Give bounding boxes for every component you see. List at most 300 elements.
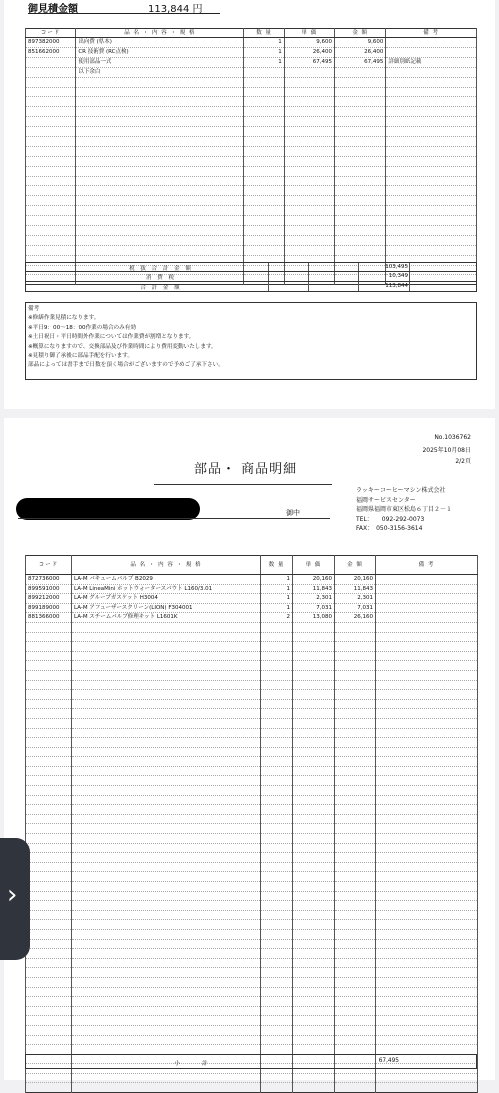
table-cell <box>386 196 477 206</box>
col-header-unit-price: 単 価 <box>284 29 334 38</box>
table-cell <box>26 853 72 863</box>
table-cell <box>293 622 335 632</box>
table-cell <box>293 786 335 796</box>
table-cell <box>26 235 76 245</box>
table-cell <box>26 728 72 738</box>
table-cell <box>376 834 478 844</box>
table-cell <box>293 872 335 882</box>
table-cell <box>293 968 335 978</box>
table-cell <box>72 1073 261 1083</box>
table-cell <box>335 939 376 949</box>
table-row <box>26 87 477 97</box>
table-row <box>26 1045 478 1055</box>
table-cell <box>335 216 386 226</box>
table-cell <box>26 107 76 117</box>
table-row <box>26 795 478 805</box>
table-cell <box>26 997 72 1007</box>
col-header-item: 品 名 ・ 内 容 ・ 規 格 <box>76 29 244 38</box>
company-address: 福岡県福岡市東区松島６丁目２－１ <box>356 506 453 514</box>
table-cell <box>335 920 376 930</box>
table-cell: 2,301 <box>293 594 335 604</box>
table-row <box>26 1006 478 1016</box>
table-cell <box>261 882 293 892</box>
table-cell: 1 <box>261 603 293 613</box>
table-cell <box>335 1025 376 1035</box>
table-cell <box>26 1025 72 1035</box>
table-cell: 20,160 <box>335 575 376 585</box>
table-row <box>26 584 478 594</box>
table-cell <box>244 87 284 97</box>
table-cell <box>293 987 335 997</box>
col-header-code: コード <box>26 29 76 38</box>
table-cell <box>26 977 72 987</box>
table-cell <box>376 632 478 642</box>
table-cell <box>26 824 72 834</box>
table-row <box>26 805 478 815</box>
table-cell <box>261 747 293 757</box>
quote-total-value: 113,844 円 <box>148 4 203 15</box>
table-cell <box>376 882 478 892</box>
table-cell <box>26 795 72 805</box>
table-cell <box>26 757 72 767</box>
table-row <box>26 987 478 997</box>
table-cell <box>293 997 335 1007</box>
table-row <box>26 127 477 137</box>
table-cell <box>293 977 335 987</box>
table-row <box>26 901 478 911</box>
table-cell <box>72 1035 261 1045</box>
remarks-title: 備考 <box>28 306 40 312</box>
table-cell <box>293 824 335 834</box>
table-cell: 26,160 <box>335 613 376 623</box>
table-cell <box>72 642 261 652</box>
table-cell <box>335 670 376 680</box>
table-cell <box>386 176 477 186</box>
quote-total-label: 御見積金額 <box>28 4 78 15</box>
table-row <box>26 680 478 690</box>
table-cell <box>244 117 284 127</box>
table-row <box>26 853 478 863</box>
table-cell <box>261 997 293 1007</box>
table-cell <box>261 939 293 949</box>
table-cell <box>72 814 261 824</box>
table-row <box>26 699 478 709</box>
table-cell: 872736000 <box>26 575 72 585</box>
table-cell: LA-M バキュームバルブ B2029 <box>72 575 261 585</box>
table-cell <box>293 776 335 786</box>
col-header-item: 品 名 ・ 内 容 ・ 規 格 <box>72 556 261 575</box>
quote-total-line <box>28 0 220 14</box>
table-cell: 11,843 <box>335 584 376 594</box>
table-cell <box>376 670 478 680</box>
table-cell <box>72 795 261 805</box>
table-cell <box>26 127 76 137</box>
table-cell <box>26 206 76 216</box>
table-cell <box>261 977 293 987</box>
table-cell <box>293 738 335 748</box>
table-cell <box>261 642 293 652</box>
table-cell <box>261 920 293 930</box>
table-cell <box>284 166 334 176</box>
table-cell <box>376 766 478 776</box>
remarks-box <box>25 302 477 380</box>
table-cell <box>293 709 335 719</box>
table-cell <box>26 146 76 156</box>
table-cell <box>26 718 72 728</box>
table-row <box>26 235 477 245</box>
table-cell <box>386 38 477 48</box>
table-cell <box>376 891 478 901</box>
table-cell: CR 技術費 (RC点検) <box>76 47 244 57</box>
table-cell <box>72 747 261 757</box>
table-cell <box>335 805 376 815</box>
remarks-line: ※概算になりますので、交換部品及び作業時間により費用変動いたします。 <box>28 343 217 350</box>
table-cell: LA-M LineaMini ホットウォータースパウト L160/3.01 <box>72 584 261 594</box>
table-cell <box>293 910 335 920</box>
table-cell <box>261 670 293 680</box>
table-cell <box>376 1083 478 1093</box>
table-cell <box>293 690 335 700</box>
table-cell <box>376 642 478 652</box>
table-cell <box>261 1016 293 1026</box>
next-page-tab[interactable] <box>0 838 30 960</box>
table-cell <box>26 1006 72 1016</box>
table-cell <box>335 1073 376 1083</box>
table-cell <box>26 776 72 786</box>
table-row <box>26 786 478 796</box>
table-cell <box>293 699 335 709</box>
table-cell <box>244 67 284 77</box>
table-header-row <box>26 29 477 38</box>
table-cell <box>244 225 284 235</box>
table-cell <box>26 699 72 709</box>
table-cell <box>26 632 72 642</box>
table-row <box>26 977 478 987</box>
table-cell <box>261 862 293 872</box>
table-row <box>26 834 478 844</box>
table-row <box>26 166 477 176</box>
table-cell <box>72 738 261 748</box>
chevron-right-icon: › <box>7 880 18 910</box>
quote-items-table <box>25 28 477 285</box>
table-cell <box>76 176 244 186</box>
table-cell <box>261 929 293 939</box>
table-cell <box>386 206 477 216</box>
table-cell <box>72 757 261 767</box>
table-row <box>26 843 478 853</box>
table-cell <box>293 680 335 690</box>
table-row <box>26 882 478 892</box>
table-cell <box>26 216 76 226</box>
table-cell <box>284 225 334 235</box>
table-cell <box>261 709 293 719</box>
table-cell: 881366000 <box>26 613 72 623</box>
table-cell <box>293 1073 335 1083</box>
table-cell: 1 <box>244 38 284 48</box>
table-cell <box>26 245 76 255</box>
table-cell <box>335 166 386 176</box>
table-cell <box>293 766 335 776</box>
table-cell <box>335 1016 376 1026</box>
table-cell <box>284 235 334 245</box>
table-cell <box>26 622 72 632</box>
page-number: 2/2頁 <box>455 458 471 465</box>
table-cell: 851662000 <box>26 47 76 57</box>
table-row <box>26 186 477 196</box>
table-cell <box>376 795 478 805</box>
table-cell <box>72 862 261 872</box>
table-cell <box>376 738 478 748</box>
table-cell <box>26 57 76 67</box>
table-cell <box>26 176 76 186</box>
table-cell: LA-M グループガスケット H3004 <box>72 594 261 604</box>
table-cell: 899212000 <box>26 594 72 604</box>
table-cell <box>72 622 261 632</box>
table-cell <box>376 862 478 872</box>
table-cell <box>293 661 335 671</box>
table-row <box>26 690 478 700</box>
table-cell <box>335 661 376 671</box>
table-cell <box>244 97 284 107</box>
table-row <box>26 862 478 872</box>
col-header-qty: 数 量 <box>244 29 284 38</box>
table-cell <box>335 196 386 206</box>
table-cell <box>72 824 261 834</box>
table-cell <box>386 225 477 235</box>
table-cell <box>386 117 477 127</box>
table-cell <box>76 225 244 235</box>
table-row <box>26 891 478 901</box>
company-branch: 福岡サービスセンター <box>356 496 416 504</box>
table-cell <box>335 651 376 661</box>
summary-row-subtotal <box>25 262 477 272</box>
table-cell <box>244 127 284 137</box>
table-cell <box>335 1045 376 1055</box>
table-cell <box>261 1045 293 1055</box>
table-cell <box>261 814 293 824</box>
table-cell: 20,160 <box>293 575 335 585</box>
table-cell: 2,301 <box>335 594 376 604</box>
table-cell <box>284 87 334 97</box>
table-cell <box>261 901 293 911</box>
table-cell <box>76 87 244 97</box>
table-cell <box>335 910 376 920</box>
table-cell <box>26 97 76 107</box>
table-cell: 11,843 <box>293 584 335 594</box>
table-cell: 26,400 <box>284 47 334 57</box>
summary-value: 113,844 <box>385 283 408 289</box>
table-cell <box>293 958 335 968</box>
table-row <box>26 929 478 939</box>
table-cell <box>386 235 477 245</box>
table-cell <box>76 107 244 117</box>
table-cell <box>386 136 477 146</box>
table-cell <box>261 891 293 901</box>
table-cell <box>376 949 478 959</box>
col-header-unit-price: 単 価 <box>293 556 335 575</box>
table-cell <box>72 766 261 776</box>
table-cell <box>293 795 335 805</box>
subtotal-value: 67,495 <box>378 1058 399 1064</box>
table-cell <box>26 1045 72 1055</box>
parts-detail-page <box>4 418 495 1080</box>
table-cell <box>376 939 478 949</box>
table-cell <box>26 77 76 87</box>
summary-row-total <box>25 282 477 292</box>
table-cell <box>293 843 335 853</box>
table-cell <box>26 929 72 939</box>
table-cell <box>261 987 293 997</box>
table-cell <box>376 718 478 728</box>
table-cell <box>376 1006 478 1016</box>
table-cell <box>26 920 72 930</box>
table-cell <box>72 786 261 796</box>
subtotal-row <box>25 1054 477 1069</box>
table-cell <box>376 594 478 604</box>
table-cell <box>335 853 376 863</box>
table-cell <box>335 77 386 87</box>
table-cell <box>72 728 261 738</box>
table-cell <box>261 622 293 632</box>
table-cell <box>76 245 244 255</box>
table-cell <box>376 843 478 853</box>
table-cell <box>26 709 72 719</box>
table-cell <box>386 186 477 196</box>
table-row <box>26 747 478 757</box>
remarks-line: ※平日9：00～18：00作業の場合のみ有効 <box>28 324 136 331</box>
table-cell <box>26 67 76 77</box>
table-cell <box>335 949 376 959</box>
table-cell <box>72 805 261 815</box>
table-cell <box>376 613 478 623</box>
table-cell <box>284 156 334 166</box>
table-cell <box>376 603 478 613</box>
table-cell <box>335 680 376 690</box>
table-cell <box>26 1083 72 1093</box>
table-cell <box>335 824 376 834</box>
table-row <box>26 968 478 978</box>
table-row <box>26 603 478 613</box>
table-cell <box>386 107 477 117</box>
table-cell <box>335 776 376 786</box>
document-date: 2025年10月08日 <box>422 447 471 454</box>
table-cell <box>72 680 261 690</box>
table-cell <box>335 699 376 709</box>
table-row <box>26 766 478 776</box>
table-cell <box>284 117 334 127</box>
table-row <box>26 575 478 585</box>
table-cell <box>293 834 335 844</box>
table-cell <box>261 766 293 776</box>
table-cell <box>335 929 376 939</box>
table-row <box>26 939 478 949</box>
summary-value: 10,349 <box>388 273 408 279</box>
table-cell <box>376 575 478 585</box>
table-cell <box>376 977 478 987</box>
subtotal-label: 小 計 <box>174 1061 218 1067</box>
table-cell <box>26 987 72 997</box>
table-cell <box>76 127 244 137</box>
table-row <box>26 245 477 255</box>
table-cell <box>335 709 376 719</box>
company-tel: TEL： 092-292-0073 <box>356 515 425 523</box>
table-cell <box>26 117 76 127</box>
table-cell <box>76 186 244 196</box>
table-cell <box>293 920 335 930</box>
table-cell <box>335 901 376 911</box>
table-cell <box>335 882 376 892</box>
table-row <box>26 206 477 216</box>
table-cell <box>244 216 284 226</box>
table-cell <box>72 632 261 642</box>
table-cell <box>72 1083 261 1093</box>
table-cell <box>26 1016 72 1026</box>
company-name: ラッキーコーヒーマシン株式会社 <box>356 487 446 494</box>
table-row <box>26 176 477 186</box>
table-row <box>26 709 478 719</box>
table-cell <box>376 901 478 911</box>
table-cell <box>261 786 293 796</box>
table-row <box>26 1083 478 1093</box>
table-cell <box>376 929 478 939</box>
table-cell <box>26 814 72 824</box>
table-cell <box>284 176 334 186</box>
table-cell <box>72 661 261 671</box>
table-cell <box>26 805 72 815</box>
table-cell: 7,031 <box>293 603 335 613</box>
table-cell <box>72 1016 261 1026</box>
table-cell <box>293 814 335 824</box>
table-row <box>26 97 477 107</box>
table-cell <box>26 968 72 978</box>
table-cell <box>376 1016 478 1026</box>
table-cell <box>335 235 386 245</box>
table-cell <box>72 977 261 987</box>
table-cell: 7,031 <box>335 603 376 613</box>
table-cell <box>26 1073 72 1083</box>
table-cell <box>261 795 293 805</box>
table-cell <box>26 670 72 680</box>
onchu-label: 御中 <box>286 509 300 517</box>
col-header-remarks: 備 考 <box>386 29 477 38</box>
table-cell <box>26 1035 72 1045</box>
redacted-customer-name <box>16 498 200 520</box>
table-row <box>26 949 478 959</box>
table-cell <box>284 107 334 117</box>
summary-value: 103,495 <box>385 264 408 270</box>
table-cell <box>335 176 386 186</box>
table-cell <box>386 156 477 166</box>
table-cell <box>376 910 478 920</box>
table-cell: LA-M スチームバルブ修理キット L1601K <box>72 613 261 623</box>
table-row <box>26 1025 478 1035</box>
table-cell <box>376 690 478 700</box>
table-cell <box>284 196 334 206</box>
table-row <box>26 632 478 642</box>
table-cell <box>26 958 72 968</box>
table-row <box>26 47 477 57</box>
table-cell <box>244 196 284 206</box>
table-row <box>26 225 477 235</box>
table-cell <box>261 651 293 661</box>
table-row <box>26 613 478 623</box>
table-cell <box>335 225 386 235</box>
table-cell <box>26 156 76 166</box>
table-cell <box>293 728 335 738</box>
table-cell <box>376 958 478 968</box>
table-cell <box>376 968 478 978</box>
table-cell <box>293 642 335 652</box>
